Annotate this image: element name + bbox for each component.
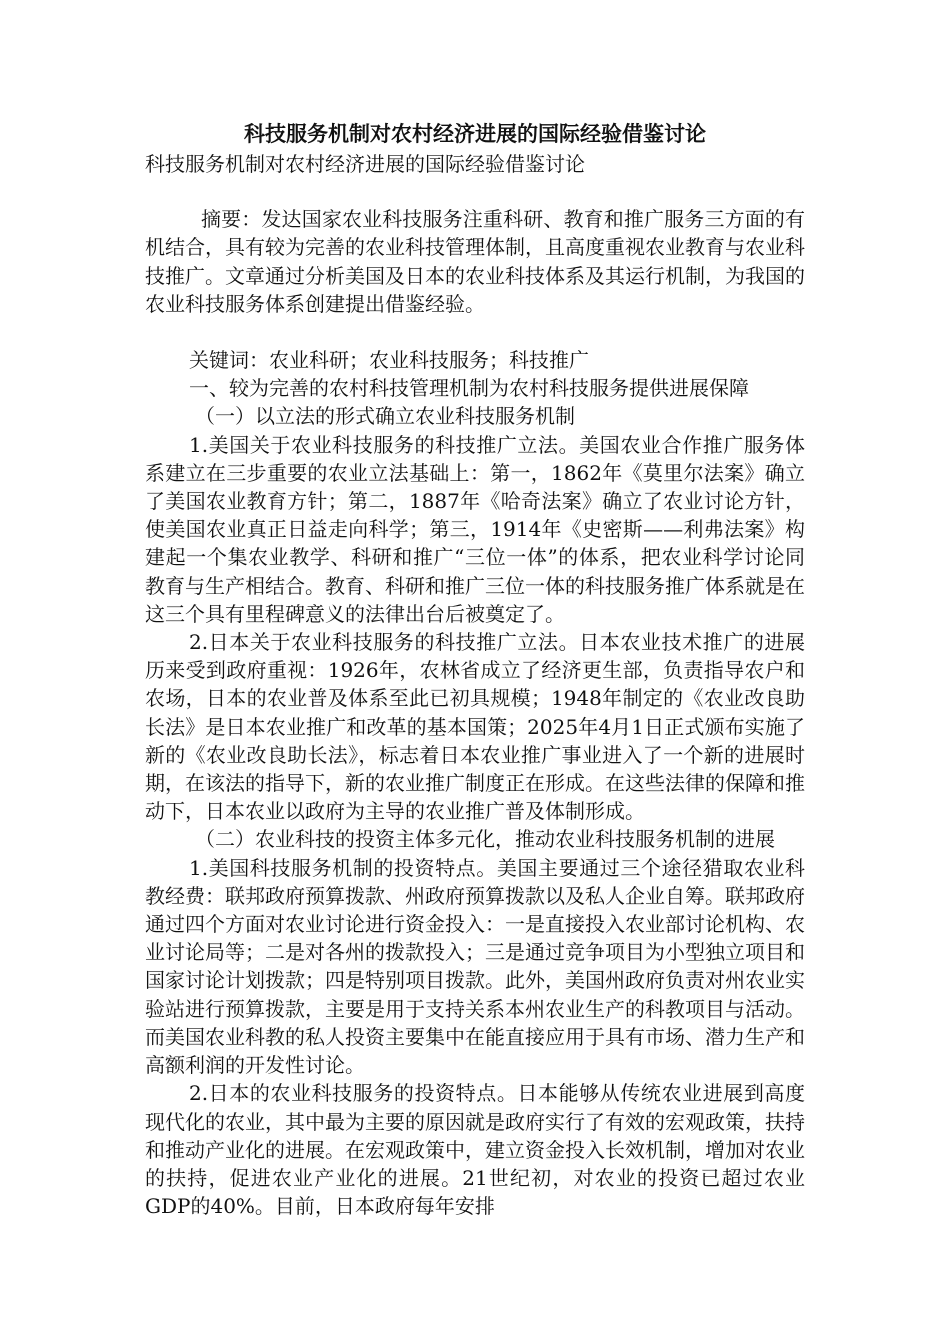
body-paragraph-3: 1.美国科技服务机制的投资特点。美国主要通过三个途径猎取农业科教经费：联邦政府预算拨款、州政府预算拨款以及私人企业自筹。联邦政府通过四个方面对农业讨论进行资金投入：一是直接投入农业部讨论机构、农业讨论局等；二是对各州的拨款投入；三是通过竞争项目为小型独立项目和国家讨论计划拨款；四是特别项目拨款。此外，美国州政府负责对州农业实验站进行预算拨款，主要是用于支持关系本州农业生产的科教项目与活动。而美国农业科教的私人投资主要集中在能直接应用于具有市场、潜力生产和高额利润的开发性讨论。 bbox=[145, 855, 805, 1078]
abstract-paragraph: 摘要：发达国家农业科技服务注重科研、教育和推广服务三方面的有机结合，具有较为完善的农业科技管理体制，且高度重视农业教育与农业科技推广。文章通过分析美国及日本的农业科技体系及其运行机制，为我国的农业科技服务体系创建提出借鉴经验。 bbox=[145, 207, 805, 316]
document-subtitle: 科技服务机制对农村经济进展的国际经验借鉴讨论 bbox=[145, 152, 585, 176]
body-paragraph-1: 1.美国关于农业科技服务的科技推广立法。美国农业合作推广服务体系建立在三步重要的农业立法基础上：第一，1862年《莫里尔法案》确立了美国农业教育方针；第二，1887年《哈奇法案》确立了农业讨论方针，使美国农业真正日益走向科学；第三，1914年《史密斯——利弗法案》构建起一个集农业教学、科研和推广“三位一体”的体系，把农业科学讨论同教育与生产相结合。教育、科研和推广三位一体的科技服务推广体系就是在这三个具有里程碑意义的法律出台后被奠定了。 bbox=[145, 432, 805, 626]
body-paragraph-2: 2.日本关于农业科技服务的科技推广立法。日本农业技术推广的进展历来受到政府重视：1926年，农林省成立了经济更生部，负责指导农户和农场，日本的农业普及体系至此已初具规模；1948年制定的《农业改良助长法》是日本农业推广和改革的基本国策；2025年4月1日正式颁布实施了新的《农业改良助长法》，标志着日本农业推广事业进入了一个新的进展时期，在该法的指导下，新的农业推广制度正在形成。在这些法律的保障和推动下，日本农业以政府为主导的农业推广普及体制形成。 bbox=[145, 630, 805, 824]
body-paragraph-4: 2.日本的农业科技服务的投资特点。日本能够从传统农业进展到高度现代化的农业，其中最为主要的原因就是政府实行了有效的宏观政策，扶持和推动产业化的进展。在宏观政策中，建立资金投入长效机制，增加对农业的扶持，促进农业产业化的进展。21世纪初，对农业的投资已超过农业GDP的40%。目前，日本政府每年安排 bbox=[145, 1081, 805, 1219]
document-page bbox=[145, 118, 805, 1220]
keywords-line: 关键词：农业科研；农业科技服务；科技推广 bbox=[189, 348, 589, 373]
document-title: 科技服务机制对农村经济进展的国际经验借鉴讨论 bbox=[244, 121, 706, 146]
subsection-heading-1: （一）以立法的形式确立农业科技服务机制 bbox=[195, 404, 575, 429]
section-heading-1: 一、较为完善的农村科技管理机制为农村科技服务提供进展保障 bbox=[189, 376, 749, 401]
subsection-heading-2: （二）农业科技的投资主体多元化，推动农业科技服务机制的进展 bbox=[195, 827, 775, 852]
